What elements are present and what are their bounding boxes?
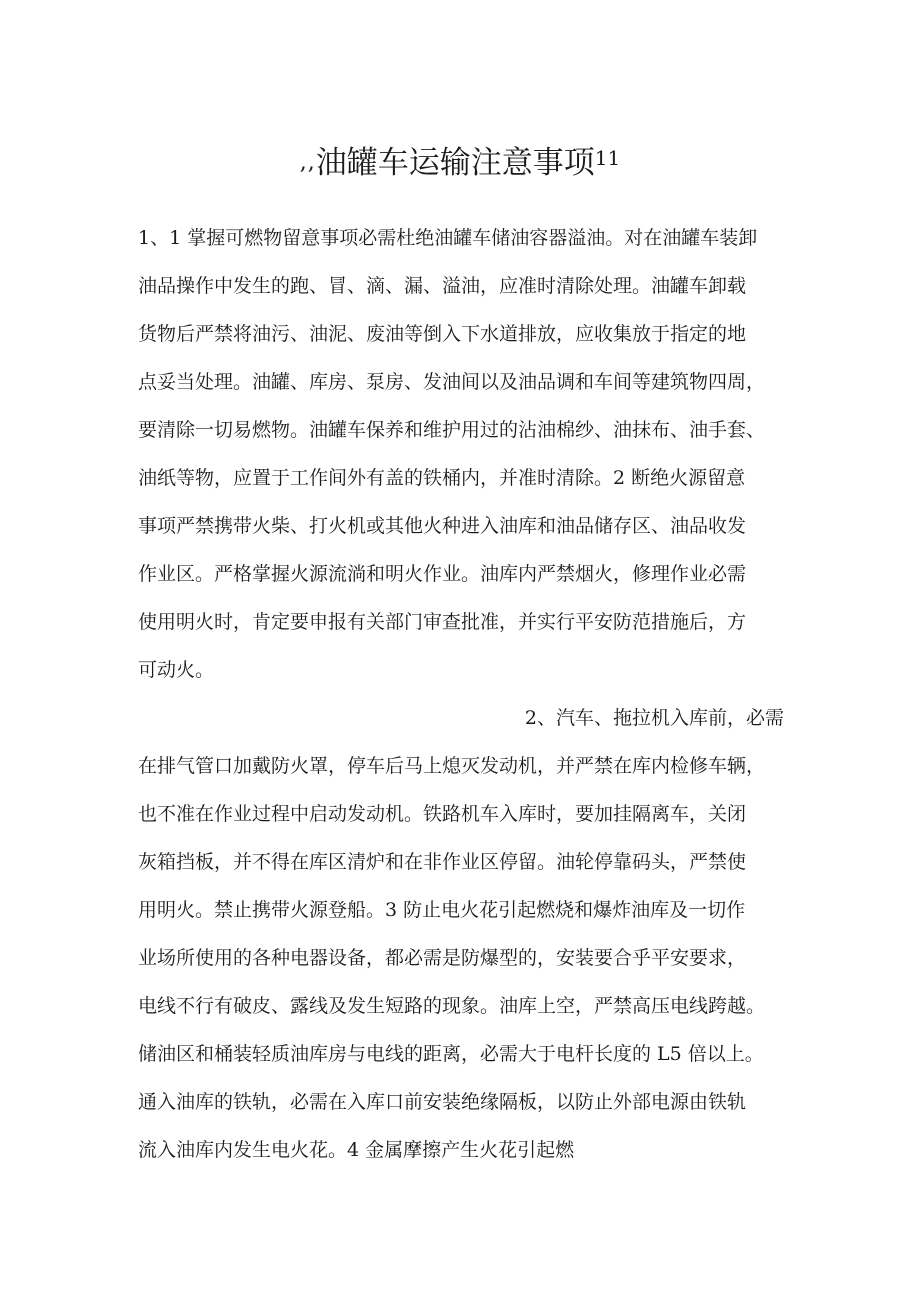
text-line: 作业区。严格掌握火源流淌和明火作业。油库内严禁烟火，修理作业必需 <box>138 563 747 585</box>
text-line: 事项严禁携带火柴、打火机或其他火种进入油库和油品储存区、油品收发 <box>138 515 747 537</box>
text-line: 流入油库内发生电火花。4 金属摩擦产生火花引起燃 <box>138 1139 575 1161</box>
text-line: 在排气管口加戴防火罩，停车后马上熄灭发动机，并严禁在库内检修车辆， <box>138 755 766 777</box>
text-line: 电线不行有破皮、露线及发生短路的现象。油库上空，严禁高压电线跨越。 <box>138 995 766 1017</box>
text-line: 要清除一切易燃物。油罐车保养和维护用过的沾油棉纱、油抹布、油手套、 <box>138 419 766 441</box>
paragraph-1 <box>138 214 798 694</box>
text-line: 油品操作中发生的跑、冒、滴、漏、溢油，应准时清除处理。油罐车卸载 <box>138 275 747 297</box>
paragraph-2 <box>138 694 798 1174</box>
text-line: 货物后严禁将油污、油泥、废油等倒入下水道排放，应收集放于指定的地 <box>138 323 747 345</box>
text-line: 可动火。 <box>138 659 215 681</box>
title-text: 油罐车运输注意事项 <box>315 145 595 181</box>
text-line: 业场所使用的各种电器设备，都必需是防爆型的，安装要合乎平安要求， <box>138 947 747 969</box>
document-title <box>0 136 920 185</box>
text-line: 通入油库的铁轨，必需在入库口前安装绝缘隔板，以防止外部电源由铁轨 <box>138 1091 747 1113</box>
text-line: 油纸等物，应置于工作间外有盖的铁桶内，并准时清除。2 断绝火源留意 <box>138 467 746 489</box>
text-line: 也不准在作业过程中启动发动机。铁路机车入库时，要加挂隔离车，关闭 <box>138 803 747 825</box>
text-line: 用明火。禁止携带火源登船。3 防止电火花引起燃烧和爆炸油库及一切作 <box>138 899 746 921</box>
text-line: 储油区和桶装轻质油库房与电线的距离，必需大于电杆长度的 L5 倍以上。 <box>138 1043 764 1065</box>
title-suffix: 11 <box>594 146 621 170</box>
text-line: 点妥当处理。油罐、库房、泵房、发油间以及油品调和车间等建筑物四周， <box>138 371 766 393</box>
text-line: 使用明火时，肯定要申报有关部门审查批准，并实行平安防范措施后，方 <box>138 611 747 633</box>
text-line: 灰箱挡板，并不得在库区清炉和在非作业区停留。油轮停靠码头，严禁使 <box>138 851 747 873</box>
text-line: 1、1 掌握可燃物留意事项必需杜绝油罐车储油容器溢油。对在油罐车装卸 <box>138 227 758 249</box>
title-prefix: ,, <box>299 150 316 175</box>
text-line: 2、汽车、拖拉机入库前，必需 <box>524 707 784 729</box>
